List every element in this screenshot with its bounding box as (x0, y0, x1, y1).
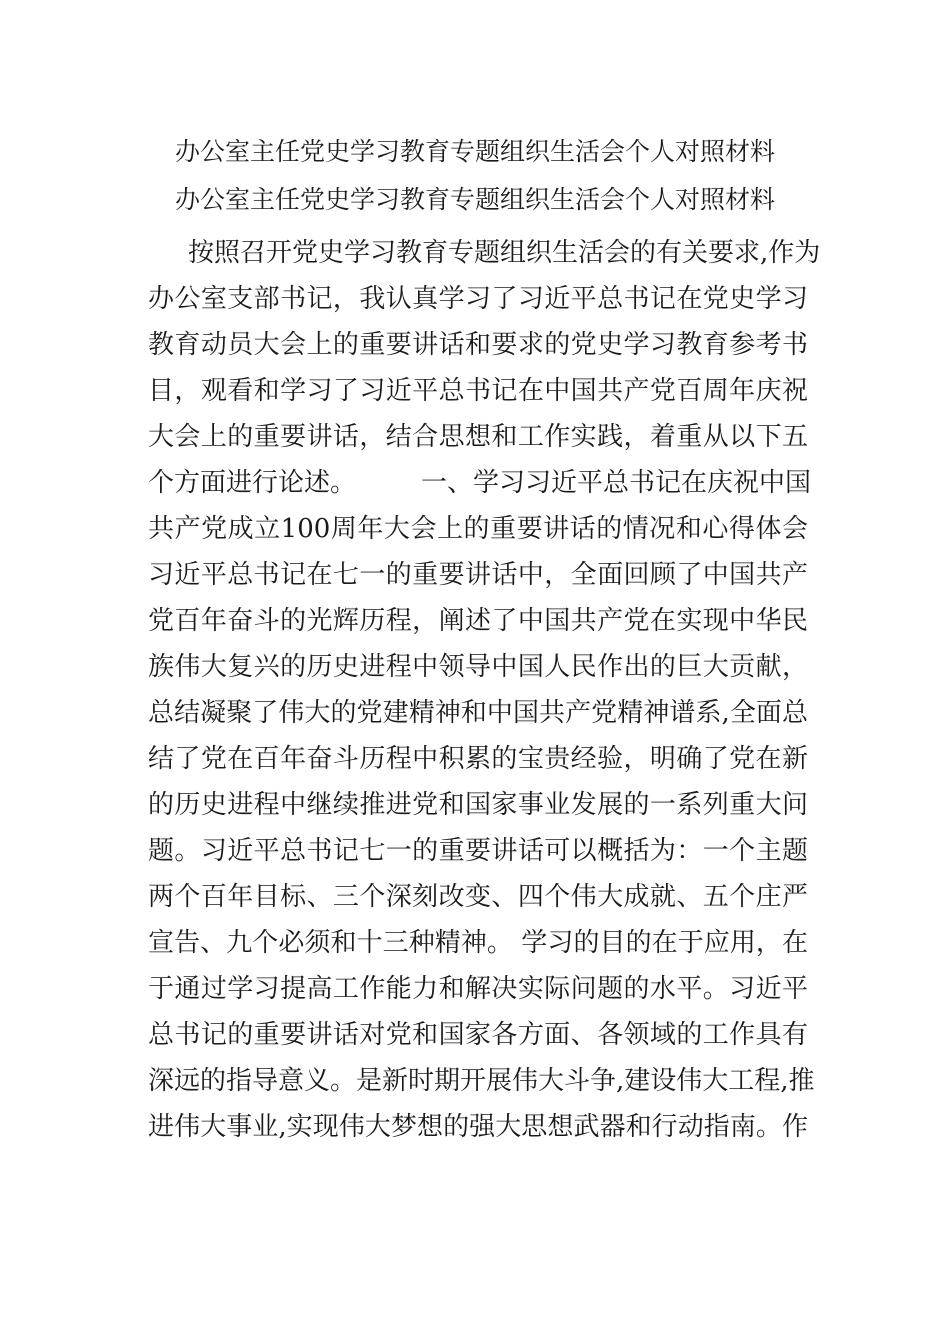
body-line: 按照召开党史学习教育专题组织生活会的有关要求,作为 (188, 238, 821, 268)
document-title: 办公室主任党史学习教育专题组织生活会个人对照材料 (174, 137, 775, 166)
body-line: 习近平总书记在七一的重要讲话中，全面回顾了中国共产 (148, 560, 808, 590)
body-line: 教育动员大会上的重要讲话和要求的党史学习教育参考书 (148, 330, 808, 360)
body-line: 个方面进行论述。 一、学习习近平总书记在庆祝中国 (148, 468, 812, 498)
body-line: 总书记的重要讲话对党和国家各方面、各领域的工作具有 (148, 1020, 808, 1050)
body-line: 题。习近平总书记七一的重要讲话可以概括为：一个主题 (148, 836, 808, 866)
body-line: 结了党在百年奋斗历程中积累的宝贵经验，明确了党在新 (148, 744, 808, 774)
document-body (148, 230, 821, 1150)
body-line: 共产党成立100周年大会上的重要讲话的情况和心得体会 (148, 514, 808, 544)
body-line: 于通过学习提高工作能力和解决实际问题的水平。习近平 (148, 974, 808, 1004)
body-line: 的历史进程中继续推进党和国家事业发展的一系列重大问 (148, 790, 808, 820)
body-line: 总结凝聚了伟大的党建精神和中国共产党精神谱系,全面总 (148, 698, 808, 728)
body-line: 深远的指导意义。是新时期开展伟大斗争,建设伟大工程,推 (148, 1066, 815, 1096)
body-line: 大会上的重要讲话，结合思想和工作实践，着重从以下五 (148, 422, 808, 452)
body-line: 办公室支部书记，我认真学习了习近平总书记在党史学习 (148, 284, 808, 314)
document-subtitle: 办公室主任党史学习教育专题组织生活会个人对照材料 (174, 185, 775, 214)
body-line: 族伟大复兴的历史进程中领导中国人民作出的巨大贡献， (148, 652, 808, 682)
body-line: 目，观看和学习了习近平总书记在中国共产党百周年庆祝 (148, 376, 808, 406)
body-line: 两个百年目标、三个深刻改变、四个伟大成就、五个庄严 (148, 882, 808, 912)
body-line: 党百年奋斗的光辉历程，阐述了中国共产党在实现中华民 (148, 606, 808, 636)
body-line: 进伟大事业,实现伟大梦想的强大思想武器和行动指南。作 (148, 1112, 808, 1142)
body-line: 宣告、九个必须和十三种精神。 学习的目的在于应用，在 (148, 928, 808, 958)
